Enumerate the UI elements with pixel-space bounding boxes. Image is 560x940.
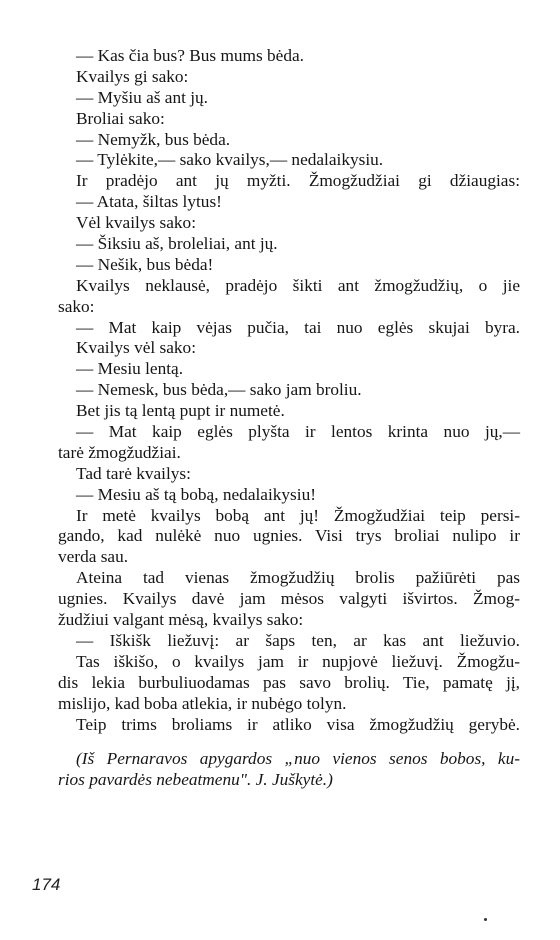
text-line: Kvailys gi sako:: [76, 66, 189, 86]
source-line: rios pavardės nebeatmenu". J. Juškytė.): [58, 770, 333, 790]
text-block: [58, 46, 520, 791]
text-line: Vėl kvailys sako:: [76, 213, 196, 233]
text-line: — Nemyžk, bus bėda.: [76, 129, 231, 149]
source-note: [58, 749, 520, 791]
text-line: Ir metė kvailys bobą ant jų! Žmogžudžiai teip persi-: [76, 505, 520, 525]
text-line: — Mat kaip vėjas pučia, tai nuo eglės skujai byra.: [76, 317, 520, 337]
text-line: ugnies. Kvailys davė jam mėsos valgyti išvirtos. Žmog-: [58, 589, 520, 609]
text-line: Ateina tad vienas žmogžudžių brolis pažiūrėti pas: [76, 568, 520, 588]
text-line: Kvailys vėl sako:: [76, 338, 196, 358]
text-line: — Atata, šiltas lytus!: [76, 192, 222, 212]
text-line: Tas iškišo, o kvailys jam ir nupjovė liežuvį. Žmogžu-: [76, 651, 520, 671]
text-line: — Mat kaip eglės plyšta ir lentos krinta nuo jų,—: [76, 422, 520, 442]
text-line: sako:: [58, 296, 95, 316]
text-line: Tad tarė kvailys:: [76, 463, 191, 483]
page-number: 174: [32, 875, 61, 894]
text-line: — Myšiu aš ant jų.: [76, 87, 209, 107]
text-line: Bet jis tą lentą pupt ir numetė.: [76, 401, 285, 421]
text-line: žudžiui valgant mėsą, kvailys sako:: [58, 610, 304, 630]
text-line: Kvailys neklausė, pradėjo šikti ant žmogžudžių, o jie: [76, 275, 520, 295]
text-line: — Mesiu lentą.: [76, 359, 184, 379]
text-line: — Nemesk, bus bėda,— sako jam broliu.: [76, 380, 362, 400]
source-line: (Iš Pernaravos apygardos „nuo vienos senos bobos, ku-: [76, 749, 520, 769]
text-line: Teip trims broliams ir atliko visa žmogžudžių gerybė.: [76, 714, 520, 734]
text-line: — Šiksiu aš, broleliai, ant jų.: [76, 234, 278, 254]
text-line: tarė žmogžudžiai.: [58, 442, 181, 462]
text-line: dis lekia burbuliuodamas pas savo brolių. Tie, pamatę jį,: [58, 672, 520, 692]
text-line: — Tylėkite,— sako kvailys,— nedalaikysiu.: [76, 150, 384, 170]
text-line: — Mesiu aš tą bobą, nedalaikysiu!: [76, 484, 316, 504]
text-line: — Iškišk liežuvį: ar šaps ten, ar kas ant liežuvio.: [76, 630, 520, 650]
text-line: Broliai sako:: [76, 108, 165, 128]
text-line: verda sau.: [58, 547, 129, 567]
story-text: [58, 46, 520, 735]
text-line: — Kas čia bus? Bus mums bėda.: [76, 46, 304, 65]
text-line: — Nešik, bus bėda!: [76, 254, 214, 274]
section-gap: [58, 735, 520, 749]
text-line: mislijo, kad boba atlekia, ir nubėgo tolyn.: [58, 693, 347, 713]
text-line: gando, kad nulėkė nuo ugnies. Visi trys broliai nulipo ir: [58, 526, 520, 546]
text-line: Ir pradėjo ant jų myžti. Žmogžudžiai gi džiaugias:: [76, 171, 520, 191]
print-speck: [484, 918, 487, 921]
